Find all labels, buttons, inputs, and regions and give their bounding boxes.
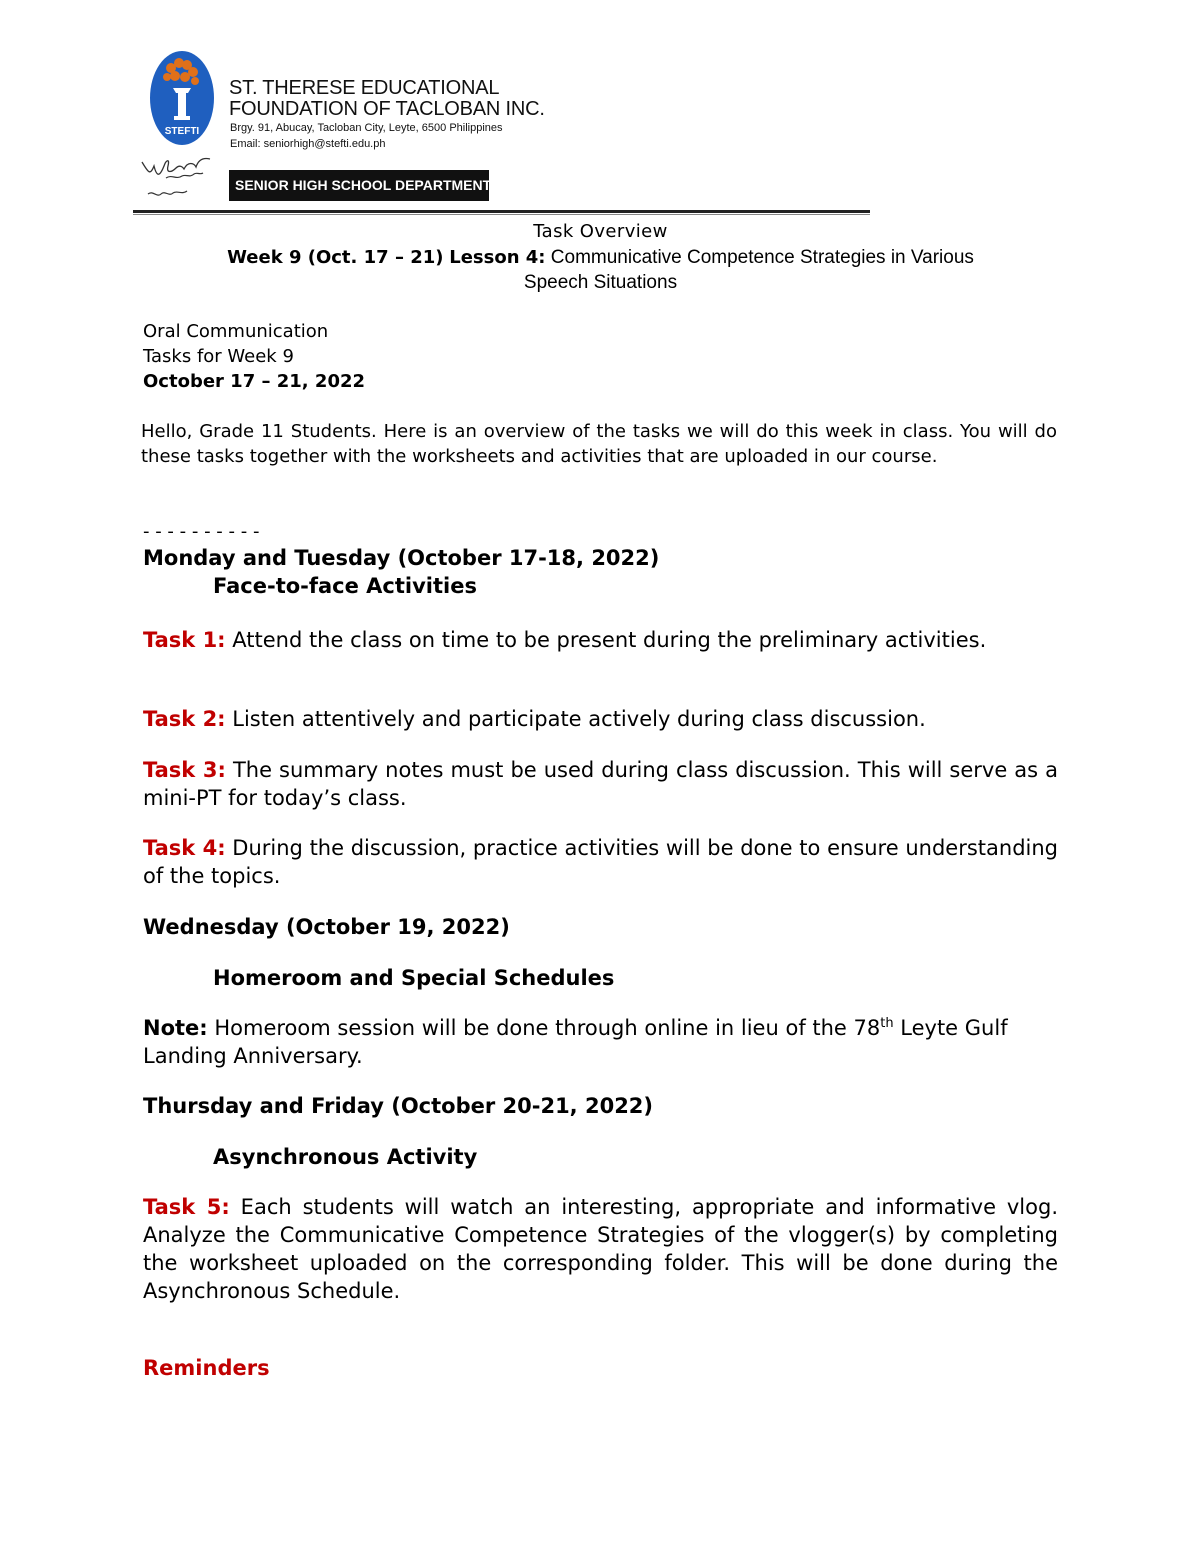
task-label: Task 2:	[143, 707, 226, 731]
task-text: Each students will watch an interesting, appropriate and informative vlog. Analyze the Communicative Competence Strategies of the vlogger(s) by completing the worksheet uploaded on the corresponding folder. This will be done during the Asynchronous Schedule.	[143, 1195, 1058, 1303]
lesson-title-cont: Speech Situations	[523, 272, 678, 293]
thursday-subheading: Asynchronous Activity	[213, 1145, 478, 1169]
section-divider: - - - - - - - - - -	[143, 521, 260, 542]
school-seal-logo	[149, 50, 215, 146]
task-item	[143, 705, 1058, 733]
task-item	[143, 626, 1058, 654]
task-label: Task 3:	[143, 758, 226, 782]
task-text: The summary notes must be used during class discussion. This will serve as a mini-PT for today’s class.	[143, 758, 1058, 810]
school-name-line2: FOUNDATION OF TACLOBAN INC.	[229, 98, 545, 120]
monday-subheading: Face-to-face Activities	[213, 574, 477, 598]
tasks-for-week: Tasks for Week 9	[143, 346, 294, 367]
note-text-cont: Leyte Gulf Landing Anniversary.	[143, 1016, 1008, 1068]
reminders-heading: Reminders	[143, 1356, 270, 1380]
wednesday-heading: Wednesday (October 19, 2022)	[143, 915, 510, 939]
task-item	[143, 834, 1058, 890]
greeting-paragraph: Hello, Grade 11 Students. Here is an overview of the tasks we will do this week in class. You will do these tasks together with the worksheets and activities that are uploaded in our course.	[141, 421, 1057, 467]
task-item	[143, 756, 1058, 812]
school-email: Email: seniorhigh@stefti.edu.ph	[230, 138, 386, 150]
task-label: Task 4:	[143, 836, 226, 860]
note-text: Homeroom session will be done through online in lieu of the 78	[207, 1016, 881, 1040]
task-label: Task 5:	[143, 1195, 230, 1219]
task-text: During the discussion, practice activities will be done to ensure understanding of the topics.	[143, 836, 1058, 888]
task-label: Task 1:	[143, 628, 226, 652]
week-range: Week 9 (Oct. 17 – 21)	[227, 247, 444, 268]
note-label: Note:	[143, 1016, 208, 1040]
school-name-line1: ST. THERESE EDUCATIONAL	[229, 77, 500, 99]
task-text: Listen attentively and participate actively during class discussion.	[225, 707, 926, 731]
wednesday-subheading: Homeroom and Special Schedules	[213, 966, 615, 990]
school-address: Brgy. 91, Abucay, Tacloban City, Leyte, 6500 Philippines	[230, 122, 503, 134]
subject-name: Oral Communication	[143, 321, 329, 342]
seal-text: STEFTI	[164, 126, 200, 137]
department-banner: SENIOR HIGH SCHOOL DEPARTMENT	[229, 170, 489, 201]
monday-heading: Monday and Tuesday (October 17-18, 2022)	[143, 546, 660, 570]
header-rule	[133, 210, 870, 213]
page-title: Task Overview	[533, 221, 668, 242]
lesson-label: Lesson 4:	[449, 247, 546, 268]
note-sup: th	[880, 1016, 894, 1031]
lesson-title: Communicative Competence Strategies in Various	[545, 247, 974, 268]
date-range: October 17 – 21, 2022	[143, 371, 366, 392]
task-item	[143, 1193, 1058, 1305]
header-rule-thin	[133, 214, 870, 215]
task-text: Attend the class on time to be present during the preliminary activities.	[225, 628, 987, 652]
motto-signature	[138, 148, 224, 206]
note-paragraph	[143, 1014, 1058, 1070]
week-lesson-line	[143, 246, 1058, 270]
thursday-heading: Thursday and Friday (October 20-21, 2022)	[143, 1094, 654, 1118]
